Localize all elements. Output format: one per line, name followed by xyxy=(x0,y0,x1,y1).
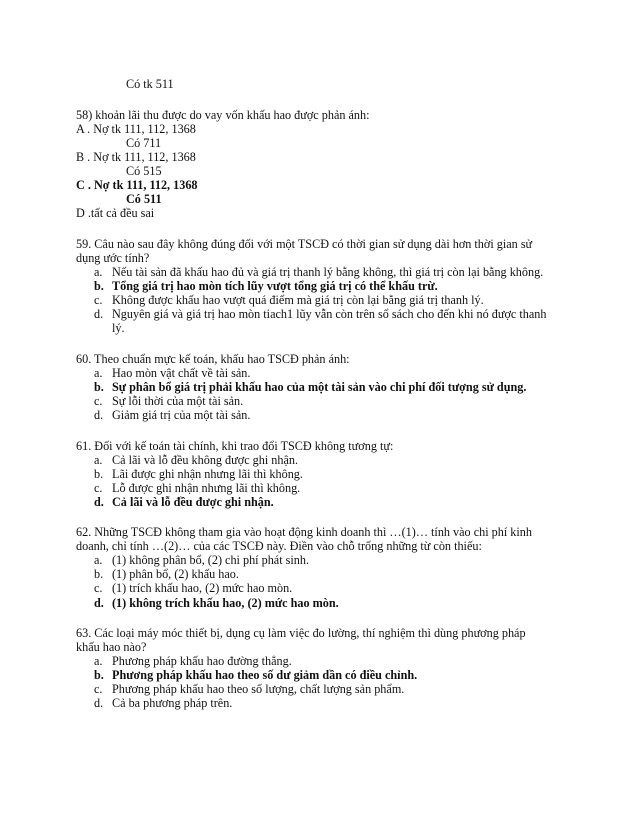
option-marker: c. xyxy=(94,394,103,408)
answer-b-line1: B . Nợ tk 111, 112, 1368 xyxy=(76,150,196,164)
option-marker: c. xyxy=(94,481,103,495)
option-marker: a. xyxy=(94,366,103,380)
option-text-line1: Nguyên giá và giá trị hao mòn tiach1 lũy vẫn còn trên sổ sách cho đến khi nó được thanh xyxy=(112,307,547,321)
answer-a-line2: Có 711 xyxy=(126,136,162,150)
option-marker: d. xyxy=(94,696,104,710)
option-marker: a. xyxy=(94,553,103,567)
option-marker: b. xyxy=(94,668,104,682)
option-text: Lỗ được ghi nhận nhưng lãi thì không. xyxy=(112,481,301,495)
answer-b-line2: Có 515 xyxy=(126,164,162,178)
option-text: Nếu tài sản đã khấu hao đủ và giá trị thanh lý bằng không, thì giá trị còn lại bằng không. xyxy=(112,265,544,279)
option-marker: d. xyxy=(94,307,104,321)
question-text: 58) khoản lãi thu được do vay vốn khấu hao được phản ánh: xyxy=(76,108,370,122)
option-marker: d. xyxy=(94,495,104,509)
option-text: Cả lãi và lỗ đều không được ghi nhận. xyxy=(112,453,299,467)
option-text: (1) trích khấu hao, (2) mức hao mòn. xyxy=(112,581,293,595)
option-marker: d. xyxy=(94,408,104,422)
question-text-line1: 59. Câu nào sau đây không đúng đối với một TSCĐ có thời gian sử dụng dài hơn thời gian sử xyxy=(76,237,533,251)
option-marker: a. xyxy=(94,453,103,467)
option-marker: c. xyxy=(94,682,103,696)
option-text: Cả lãi và lỗ đều được ghi nhận. xyxy=(112,495,274,509)
option-marker: b. xyxy=(94,380,104,394)
question-text-line2: dụng ước tính? xyxy=(76,251,150,265)
option-marker: c. xyxy=(94,581,103,595)
option-text: Sự lỗi thời của một tài sản. xyxy=(112,394,244,408)
question-text-line1: 62. Những TSCĐ không tham gia vào hoạt động kinh doanh thì …(1)… tính vào chi phí kinh xyxy=(76,525,532,539)
option-text-line2: lý. xyxy=(112,321,125,335)
answer-a-line1: A . Nợ tk 111, 112, 1368 xyxy=(76,122,196,136)
answer-c-line2: Có 511 xyxy=(126,192,162,206)
answer-c-line1: C . Nợ tk 111, 112, 1368 xyxy=(76,178,198,192)
option-text: Sự phân bổ giá trị phải khấu hao của một tài sản vào chi phí đối tượng sử dụng. xyxy=(112,380,527,394)
option-text: Phương pháp khấu hao đường thẳng. xyxy=(112,654,292,668)
option-marker: b. xyxy=(94,279,104,293)
question-text-line2: doanh, chỉ tính …(2)… của các TSCĐ này. Điền vào chỗ trống những từ còn thiếu: xyxy=(76,539,482,553)
option-text: (1) không trích khấu hao, (2) mức hao mòn. xyxy=(112,596,339,610)
answer-d: D .tất cả đều sai xyxy=(76,206,155,220)
top-line: Có tk 511 xyxy=(126,77,174,91)
question-text-line2: khấu hao nào? xyxy=(76,640,147,654)
option-text: Cả ba phương pháp trên. xyxy=(112,696,233,710)
option-text: Giảm giá trị của một tài sản. xyxy=(112,408,251,422)
option-text: Không được khấu hao vượt quá điểm mà giá trị còn lại bằng giá trị thanh lý. xyxy=(112,293,484,307)
option-marker: b. xyxy=(94,567,104,581)
option-marker: b. xyxy=(94,467,104,481)
option-marker: a. xyxy=(94,654,103,668)
question-text: 61. Đối với kế toán tài chính, khi trao đổi TSCĐ không tương tự: xyxy=(76,439,394,453)
question-text-line1: 63. Các loại máy móc thiết bị, dụng cụ làm việc đo lường, thí nghiệm thì dùng phương pháp xyxy=(76,626,526,640)
option-marker: a. xyxy=(94,265,103,279)
option-text: (1) phân bổ, (2) khấu hao. xyxy=(112,567,239,581)
question-text: 60. Theo chuẩn mực kế toán, khấu hao TSCĐ phản ánh: xyxy=(76,352,350,366)
option-text: Phương pháp khấu hao theo số lượng, chất lượng sản phẩm. xyxy=(112,682,405,696)
option-text: Hao mòn vật chất về tài sản. xyxy=(112,366,251,380)
option-marker: d. xyxy=(94,596,104,610)
option-marker: c. xyxy=(94,293,103,307)
option-text: (1) không phân bổ, (2) chi phí phát sinh. xyxy=(112,553,309,567)
option-text: Tổng giá trị hao mòn tích lũy vượt tổng giá trị có thể khấu trừ. xyxy=(112,279,438,293)
option-text: Lãi được ghi nhận nhưng lãi thì không. xyxy=(112,467,303,481)
option-text: Phương pháp khấu hao theo số dư giảm dần có điều chỉnh. xyxy=(112,668,418,682)
